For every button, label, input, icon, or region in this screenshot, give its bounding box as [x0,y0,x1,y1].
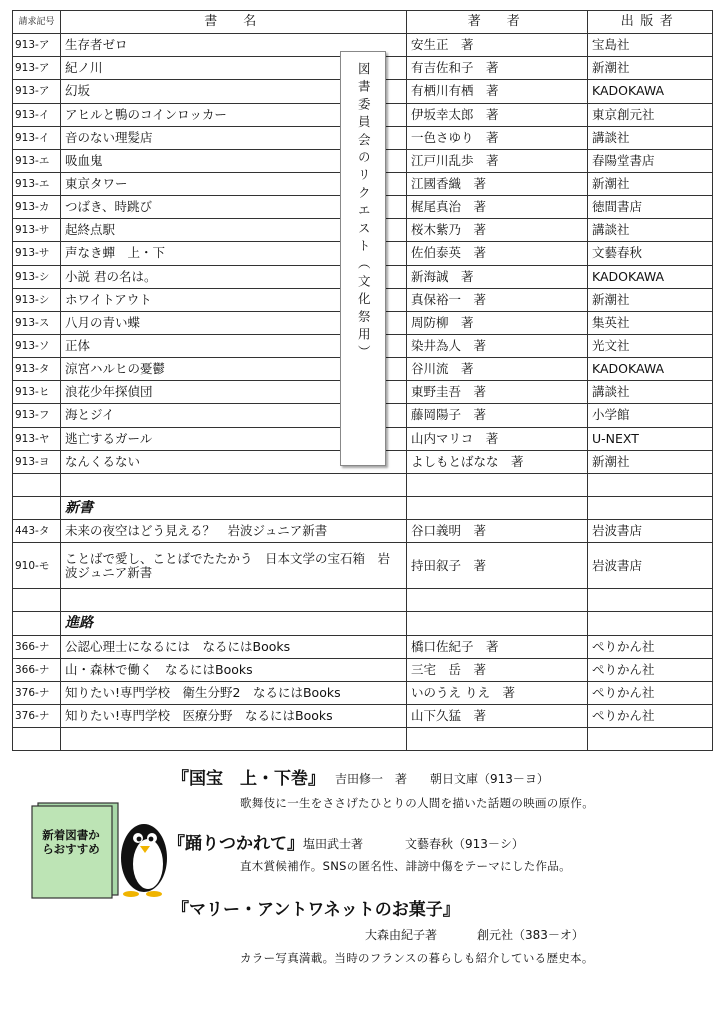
table-row [13,520,713,543]
table-row [13,543,713,589]
call-number-cell: 913-ヒ [13,381,61,404]
book-title-cell: 東京タワー [61,172,407,195]
book-title-cell: ホワイトアウト [61,288,407,311]
author-cell: 山内マリコ 著 [407,427,588,450]
author-cell: 桜木紫乃 著 [407,219,588,242]
publisher-cell: 新潮社 [588,450,713,473]
author-cell: 有吉佐和子 著 [407,57,588,80]
book-title-cell: 幻坂 [61,80,407,103]
call-number-cell: 913-イ [13,103,61,126]
publisher-cell: KADOKAWA [588,265,713,288]
book-title-cell: 音のない理髪店 [61,126,407,149]
call-number-cell: 913-サ [13,219,61,242]
book-title-cell: つばき、時跳び [61,196,407,219]
section-heading-new-books: 新書 [61,496,407,519]
call-number-cell: 913-ヤ [13,427,61,450]
book-title-cell: 紀ノ川 [61,57,407,80]
publisher-cell: 岩波書店 [588,543,713,589]
author-cell: 江國香織 著 [407,172,588,195]
publisher-cell: ぺりかん社 [588,681,713,704]
author-cell: 東野圭吾 著 [407,381,588,404]
section-row-new-books [13,496,713,519]
book-title-cell: なんくるない [61,450,407,473]
publisher-cell: 東京創元社 [588,103,713,126]
table-row [13,635,713,658]
author-cell: 伊坂幸太郎 著 [407,103,588,126]
call-number-cell: 913-ア [13,80,61,103]
book-title-cell: 山・森林で働く なるにはBooks [61,658,407,681]
rec-desc-1: 歌舞伎に一生をささげたひとりの人間を描いた話題の映画の原作。 [240,796,594,810]
table-row [13,658,713,681]
recommend-label: 新着図書からおすすめ [42,828,100,856]
header-publisher: 出版者 [588,11,713,34]
book-title-cell: アヒルと鴨のコインロッカー [61,103,407,126]
table-row [13,681,713,704]
book-title-cell: 声なき蟬 上・下 [61,242,407,265]
author-cell: 真保裕一 著 [407,288,588,311]
call-number-cell: 376-ナ [13,704,61,727]
author-cell: 谷川流 著 [407,358,588,381]
call-number-cell: 913-タ [13,358,61,381]
table-header-row [13,11,713,34]
request-note: 図書委員会のリクエスト︵文化祭用︶ [356,62,372,363]
book-title-cell: 公認心理士になるには なるにはBooks [61,635,407,658]
author-cell: 三宅 岳 著 [407,658,588,681]
publisher-cell: ぺりかん社 [588,658,713,681]
author-cell: 佐伯泰英 著 [407,242,588,265]
call-number-cell: 913-カ [13,196,61,219]
call-number-cell: 376-ナ [13,681,61,704]
book-title-cell: 知りたい!専門学校 衛生分野2 なるにはBooks [61,681,407,704]
section-row-career [13,612,713,635]
author-cell: 梶尾真治 著 [407,196,588,219]
publisher-cell: 宝島社 [588,34,713,57]
book-title-cell: ことばで愛し、ことばでたたかう 日本文学の宝石箱 岩波ジュニア新書 [61,543,407,589]
header-title: 書 名 [61,11,407,34]
empty-row [13,589,713,612]
publisher-cell: 講談社 [588,381,713,404]
publisher-cell: 講談社 [588,126,713,149]
call-number-cell: 913-ス [13,311,61,334]
author-cell: 安生正 著 [407,34,588,57]
book-title-cell: 正体 [61,334,407,357]
header-code: 請求記号 [13,11,61,34]
author-cell: 橋口佐紀子 著 [407,635,588,658]
author-cell: 染井為人 著 [407,334,588,357]
rec-author-3: 大森由紀子著 [365,928,438,942]
publisher-cell: U-NEXT [588,427,713,450]
book-title-cell: 涼宮ハルヒの憂鬱 [61,358,407,381]
header-author: 著 者 [407,11,588,34]
book-title-cell: 逃亡するガール [61,427,407,450]
call-number-cell: 913-ソ [13,334,61,357]
rec-publisher-3: 創元社（383－オ） [477,928,584,942]
book-title-cell: 浪花少年探偵団 [61,381,407,404]
book-title-cell: 生存者ゼロ [61,34,407,57]
author-cell: 周防柳 著 [407,311,588,334]
author-cell: いのうえ りえ 著 [407,681,588,704]
career-book-rows [13,635,713,728]
author-cell: 藤岡陽子 著 [407,404,588,427]
call-number-cell: 913-エ [13,149,61,172]
publisher-cell: 光文社 [588,334,713,357]
publisher-cell: 集英社 [588,311,713,334]
book-title-cell: 知りたい!専門学校 医療分野 なるにはBooks [61,704,407,727]
author-cell: 新海誠 著 [407,265,588,288]
call-number-cell: 913-サ [13,242,61,265]
empty-row [13,728,713,751]
author-cell: 山下久猛 著 [407,704,588,727]
table-row [13,704,713,727]
author-cell: よしもとばなな 著 [407,450,588,473]
book-title-cell: 八月の青い蝶 [61,311,407,334]
section-heading-career: 進路 [61,612,407,635]
rec-publisher-1: 朝日文庫（913－ヨ） [430,772,549,786]
rec-title-2: 『踊りつかれて』 [168,834,304,854]
author-cell: 江戸川乱歩 著 [407,149,588,172]
book-title-cell: 小説 君の名は。 [61,265,407,288]
call-number-cell: 913-フ [13,404,61,427]
publisher-cell: 新潮社 [588,288,713,311]
call-number-cell: 913-ア [13,34,61,57]
rec-author-2: 塩田武士著 [303,837,364,851]
book-title-cell: 起終点駅 [61,219,407,242]
publisher-cell: 新潮社 [588,57,713,80]
call-number-cell: 366-ナ [13,635,61,658]
call-number-cell: 913-エ [13,172,61,195]
call-number-cell: 366-ナ [13,658,61,681]
author-cell: 谷口義明 著 [407,520,588,543]
request-note-box [340,51,386,466]
book-title-cell: 海とジイ [61,404,407,427]
call-number-cell: 913-シ [13,288,61,311]
publisher-cell: 小学館 [588,404,713,427]
author-cell: 有栖川有栖 著 [407,80,588,103]
rec-author-1: 吉田修一 著 [335,772,408,786]
publisher-cell: 文藝春秋 [588,242,713,265]
publisher-cell: 春陽堂書店 [588,149,713,172]
call-number-cell: 913-シ [13,265,61,288]
publisher-cell: ぺりかん社 [588,635,713,658]
publisher-cell: 岩波書店 [588,520,713,543]
publisher-cell: 徳間書店 [588,196,713,219]
book-title-cell: 未来の夜空はどう見える？ 岩波ジュニア新書 [61,520,407,543]
rec-desc-3: カラー写真満載。当時のフランスの暮らしも紹介している歴史本。 [240,951,594,965]
rec-title-3: 『マリー・アントワネットのお菓子』 [172,900,460,920]
rec-title-1: 『国宝 上・下巻』 [172,769,325,789]
publisher-cell: 新潮社 [588,172,713,195]
call-number-cell: 443-タ [13,520,61,543]
call-number-cell: 913-ヨ [13,450,61,473]
author-cell: 持田叙子 著 [407,543,588,589]
author-cell: 一色さゆり 著 [407,126,588,149]
publisher-cell: 講談社 [588,219,713,242]
new-book-rows [13,520,713,589]
publisher-cell: ぺりかん社 [588,704,713,727]
publisher-cell: KADOKAWA [588,80,713,103]
publisher-cell: KADOKAWA [588,358,713,381]
call-number-cell: 913-ア [13,57,61,80]
empty-row [13,473,713,496]
rec-publisher-2: 文藝春秋（913－シ） [405,837,524,851]
rec-desc-2: 直木賞候補作。SNSの匿名性、誹謗中傷をテーマにした作品。 [240,859,571,873]
call-number-cell: 910-モ [13,543,61,589]
call-number-cell: 913-イ [13,126,61,149]
book-title-cell: 吸血鬼 [61,149,407,172]
